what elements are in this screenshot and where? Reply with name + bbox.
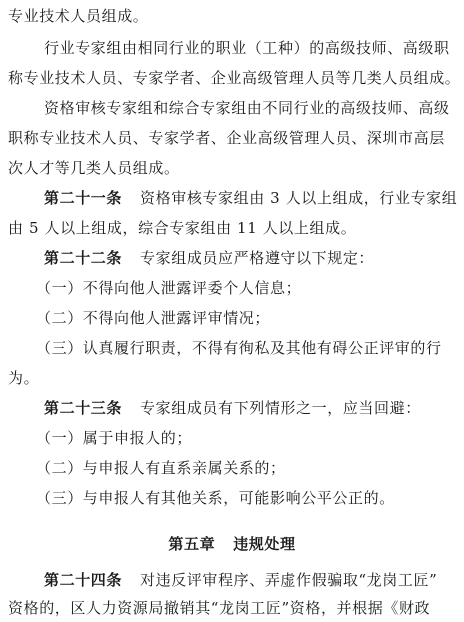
paragraph-line: 次人才等几类人员组成。 [8,159,180,177]
chapter-title: 违规处理 [233,535,296,553]
list-item: （三）认真履行职责，不得有徇私及其他有碍公正评审的行 [36,339,442,357]
paragraph-line: 由 5 人以上组成，综合专家组由 11 人以上组成。 [8,219,357,237]
chapter-number: 第五章 [168,535,216,553]
article-number: 第二十二条 [44,249,123,267]
paragraph-line: 职称专业技术人员、专家学者、企业高级管理人员、深圳市高层 [8,129,445,147]
paragraph-line: 为。 [8,369,40,387]
article-23-line: 第二十三条 专家组成员有下列情形之一，应当回避： [44,399,421,417]
paragraph-line: 资格的，区人力资源局撤销其“龙岗工匠”资格，并根据《财政 [8,599,431,617]
list-item: （一）属于申报人的； [36,429,193,447]
paragraph-line: 专业技术人员组成。 [8,7,149,25]
article-24-line: 第二十四条 对违反评审程序、弄虚作假骗取“龙岗工匠” [44,571,438,589]
paragraph-line: 称专业技术人员、专家学者、企业高级管理人员等几类人员组成。 [8,69,461,87]
paragraph-line: 资格审核专家组和综合专家组由不同行业的高级技师、高级 [44,99,450,117]
list-item: （一）不得向他人泄露评委个人信息； [36,279,302,297]
list-item: （二）不得向他人泄露评审情况； [36,309,271,327]
article-21-line: 第二十一条 资格审核专家组由 3 人以上组成，行业专家组 [44,189,458,207]
paragraph-line: 行业专家组由相同行业的职业（工种）的高级技师、高级职 [44,39,450,57]
article-22-line: 第二十二条 专家组成员应严格遵守以下规定： [44,249,375,267]
article-number: 第二十一条 [44,189,123,207]
chapter-heading [0,534,464,554]
article-number: 第二十三条 [44,399,123,417]
list-item: （二）与申报人有直系亲属关系的； [36,459,286,477]
list-item: （三）与申报人有其他关系，可能影响公平公正的。 [36,489,395,507]
article-number: 第二十四条 [44,571,123,589]
